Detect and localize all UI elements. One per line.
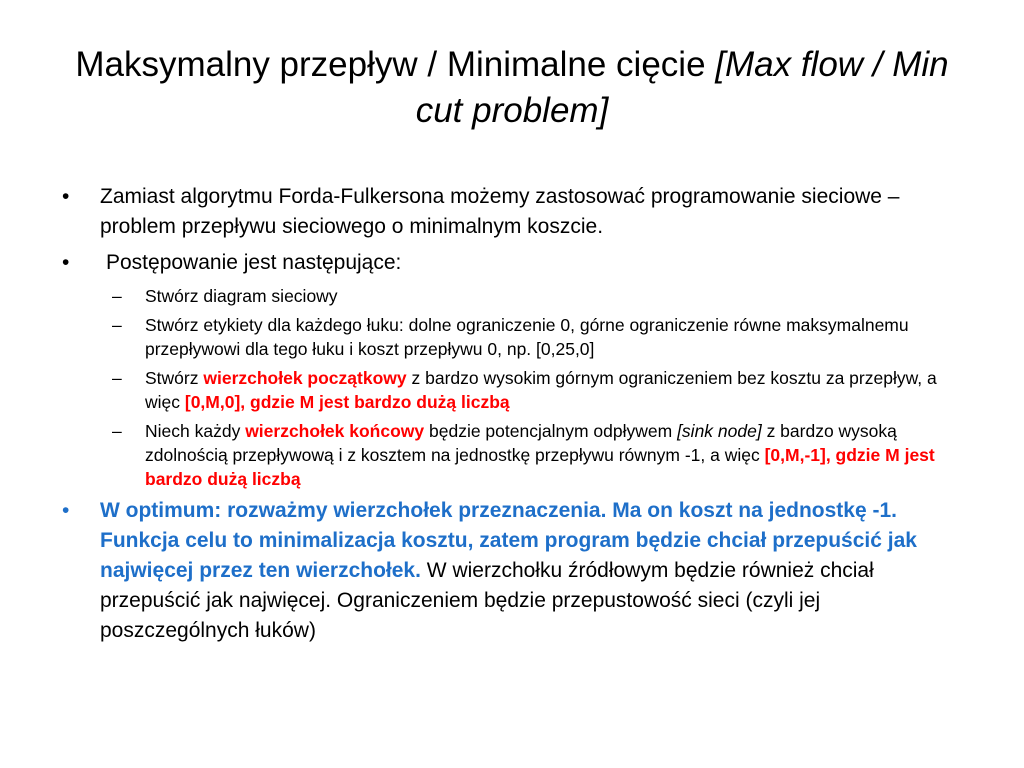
title-main-text: Maksymalny przepływ / Minimalne cięcie — [75, 45, 716, 84]
subitem-text-pre: Niech każdy — [145, 421, 246, 441]
bullet-text: Postępowanie jest następujące: — [106, 251, 402, 274]
subitem-2 — [62, 313, 972, 361]
slide-title — [60, 42, 964, 134]
subitem-4 — [62, 419, 972, 491]
highlight-start-label: [0,M,0], gdzie M jest bardzo dużą liczbą — [184, 392, 510, 412]
highlight-end-label: [0,M,-1], gdzie M jest bardzo dużą liczbą — [145, 445, 935, 489]
dash-marker: – — [112, 421, 122, 441]
highlight-start-node: wierzchołek początkowy — [203, 368, 407, 388]
highlight-end-node: wierzchołek końcowy — [245, 421, 425, 441]
slide-content — [62, 182, 972, 652]
subitem-text-pre: Stwórz — [145, 368, 204, 388]
bullet-text-blue: W optimum: rozważmy wierzchołek przeznaczenia. Ma on koszt na jednostkę -1. Funkcja celu to minimalizacja kosztu, zatem program będzie chciał przepuścić jak najwięcej przez ten wierzchołek. — [100, 499, 917, 582]
dash-marker: – — [112, 286, 122, 306]
subitem-text: Stwórz diagram sieciowy — [145, 286, 338, 306]
dash-marker: – — [112, 315, 122, 335]
bullet-marker: • — [62, 251, 70, 274]
bullet-item-2 — [62, 248, 972, 278]
subitem-3 — [62, 366, 972, 414]
title-italic-text: [Max flow / Min cut problem] — [415, 45, 949, 130]
bullet-text-rest: W wierzchołku źródłowym będzie również chciał przepuścić jak najwięcej. Ograniczeniem będzie przepustowość sieci (czyli jej poszczególnych łuków) — [100, 559, 874, 642]
dash-marker: – — [112, 368, 122, 388]
bullet-item-1 — [62, 182, 972, 242]
bullet-item-3 — [62, 496, 972, 646]
subitem-text: Stwórz etykiety dla każdego łuku: dolne ograniczenie 0, górne ograniczenie równe maksymalnemu przepływowi dla tego łuku i koszt przepływu 0, np. [0,25,0] — [145, 315, 909, 359]
sink-node-italic: [sink node] — [677, 421, 762, 441]
bullet-marker: • — [62, 499, 70, 522]
subitem-text-mid: z bardzo wysokim górnym ograniczeniem bez kosztu za przepływ, a więc — [145, 368, 937, 412]
subitem-text-mid2: z bardzo wysoką zdolnością przepływową i z kosztem na jednostkę przepływu równym -1, a więc — [145, 421, 897, 465]
bullet-marker: • — [62, 185, 70, 208]
subitem-text-mid1: będzie potencjalnym odpływem — [424, 421, 678, 441]
subitem-1 — [62, 284, 972, 308]
bullet-text: Zamiast algorytmu Forda-Fulkersona możemy zastosować programowanie sieciowe – problem przepływu sieciowego o minimalnym koszcie. — [100, 185, 900, 238]
